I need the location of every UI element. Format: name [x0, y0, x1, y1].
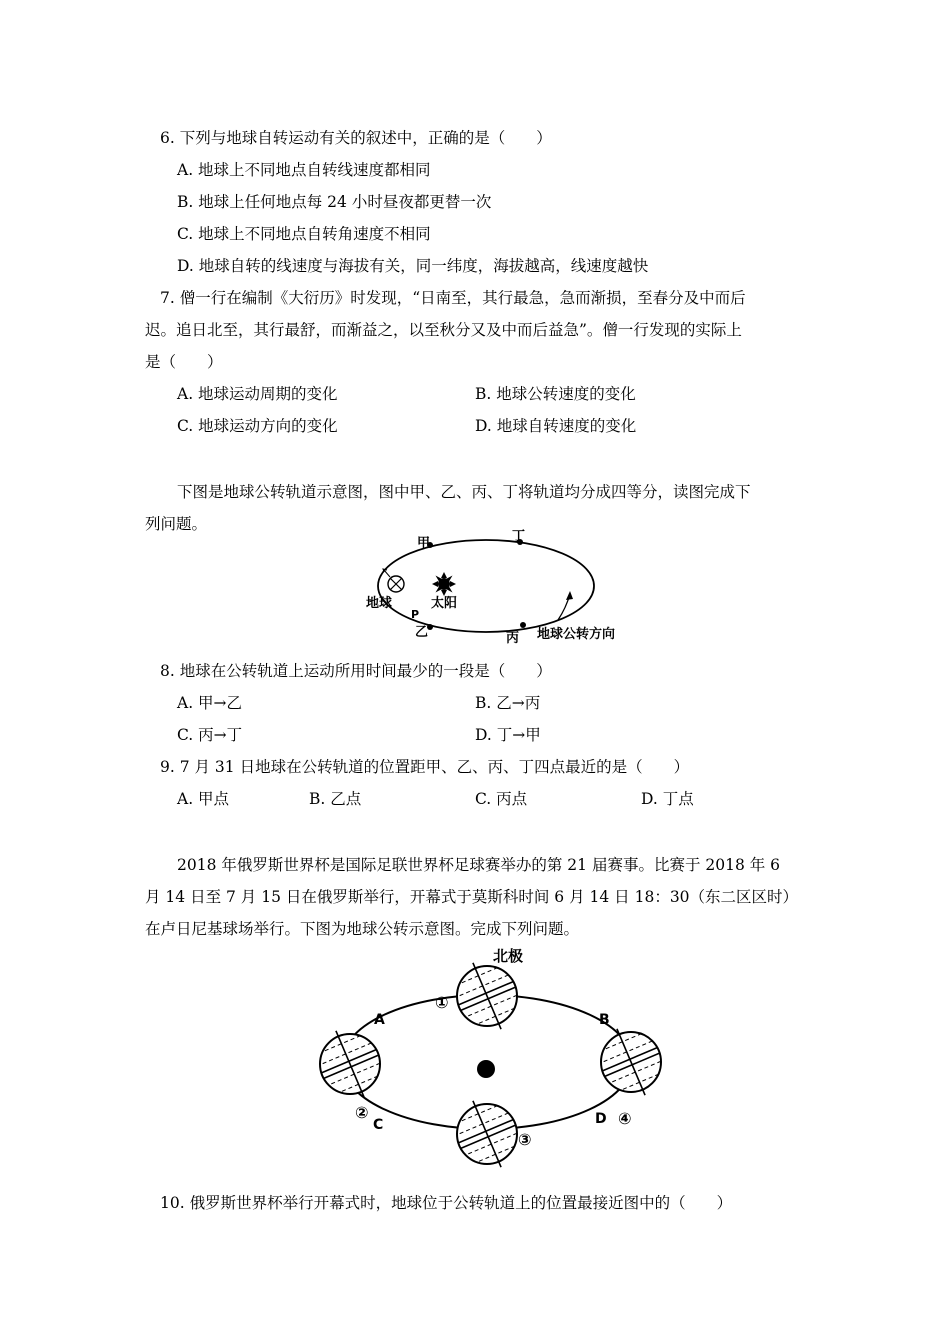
intro2-line3: 在卢日尼基球场举行。下图为地球公转示意图。完成下列问题。	[145, 920, 580, 938]
q6-option-a: A. 地球上不同地点自转线速度都相同	[177, 161, 431, 179]
orbit-diagram-1	[360, 528, 640, 648]
intro1-line2: 列问题。	[145, 515, 208, 533]
globe-2-icon	[312, 1031, 388, 1097]
label-a: A	[374, 1012, 385, 1028]
label-n1: ①	[435, 993, 449, 1012]
q7-stem-line3: 是（ ）	[145, 353, 223, 371]
q6-option-d: D. 地球自转的线速度与海拔有关，同一纬度，海拔越高，线速度越快	[177, 257, 649, 275]
q7-option-d: D. 地球自转速度的变化	[475, 417, 637, 435]
label-sun: 太阳	[431, 596, 458, 611]
q8-option-b: B. 乙→丙	[475, 694, 541, 712]
label-ding: 丁	[512, 529, 526, 544]
label-c: C	[373, 1117, 384, 1133]
q8-stem: 8. 地球在公转轨道上运动所用时间最少的一段是（ ）	[160, 662, 552, 680]
globe-1-icon	[449, 963, 525, 1029]
label-n3: ③	[518, 1130, 532, 1149]
q8-option-a: A. 甲→乙	[177, 694, 243, 712]
sun-icon	[432, 572, 456, 596]
globe-3-icon	[449, 1101, 525, 1167]
q6-option-c: C. 地球上不同地点自转角速度不相同	[177, 225, 431, 243]
label-b: B	[599, 1012, 610, 1028]
q7-stem-line2: 迟。追日北至，其行最舒，而渐益之，以至秋分又及中而后益急”。僧一行发现的实际上	[145, 321, 742, 339]
intro1-line1: 下图是地球公转轨道示意图，图中甲、乙、丙、丁将轨道均分成四等分，读图完成下	[177, 483, 751, 501]
label-p: P	[411, 608, 420, 621]
q8-option-d: D. 丁→甲	[475, 726, 541, 744]
earth-icon	[383, 569, 404, 592]
q10-stem: 10. 俄罗斯世界杯举行开幕式时，地球位于公转轨道上的位置最接近图中的（ ）	[160, 1194, 733, 1212]
label-n4: ④	[618, 1109, 632, 1128]
q7-option-b: B. 地球公转速度的变化	[475, 385, 636, 403]
q7-option-c: C. 地球运动方向的变化	[177, 417, 338, 435]
q6-option-b: B. 地球上任何地点每 24 小时昼夜都更替一次	[177, 193, 492, 211]
q9-option-c: C. 丙点	[475, 790, 528, 808]
q6-stem: 6. 下列与地球自转运动有关的叙述中，正确的是（ ）	[160, 129, 552, 147]
orbit-diagram-2	[305, 942, 670, 1172]
q8-option-c: C. 丙→丁	[177, 726, 243, 744]
globe-4-icon	[593, 1029, 669, 1095]
intro2-line2: 月 14 日至 7 月 15 日在俄罗斯举行，开幕式于莫斯科时间 6 月 14 日 18：30（东二区区时）	[145, 888, 799, 906]
point-bing	[520, 622, 526, 628]
q9-option-b: B. 乙点	[309, 790, 362, 808]
q7-option-a: A. 地球运动周期的变化	[177, 385, 338, 403]
label-bing: 丙	[506, 631, 520, 646]
label-yi: 乙	[415, 625, 429, 640]
intro2-line1: 2018 年俄罗斯世界杯是国际足联世界杯足球赛举办的第 21 届赛事。比赛于 2018 年 6	[177, 856, 781, 874]
label-direction: 地球公转方向	[537, 627, 616, 642]
label-d: D	[595, 1111, 607, 1127]
q9-option-a: A. 甲点	[177, 790, 230, 808]
label-earth: 地球	[366, 596, 393, 611]
sun-icon	[477, 1060, 495, 1078]
label-n2: ②	[355, 1103, 369, 1122]
q9-stem: 9. 7 月 31 日地球在公转轨道的位置距甲、乙、丙、丁四点最近的是（ ）	[160, 758, 690, 776]
label-north-pole: 北极	[493, 947, 524, 965]
q9-option-d: D. 丁点	[641, 790, 694, 808]
q7-stem-line1: 7. 僧一行在编制《大衍历》时发现，“日南至，其行最急，急而渐损，至春分及中而后	[160, 289, 746, 307]
label-jia: 甲	[417, 536, 431, 551]
